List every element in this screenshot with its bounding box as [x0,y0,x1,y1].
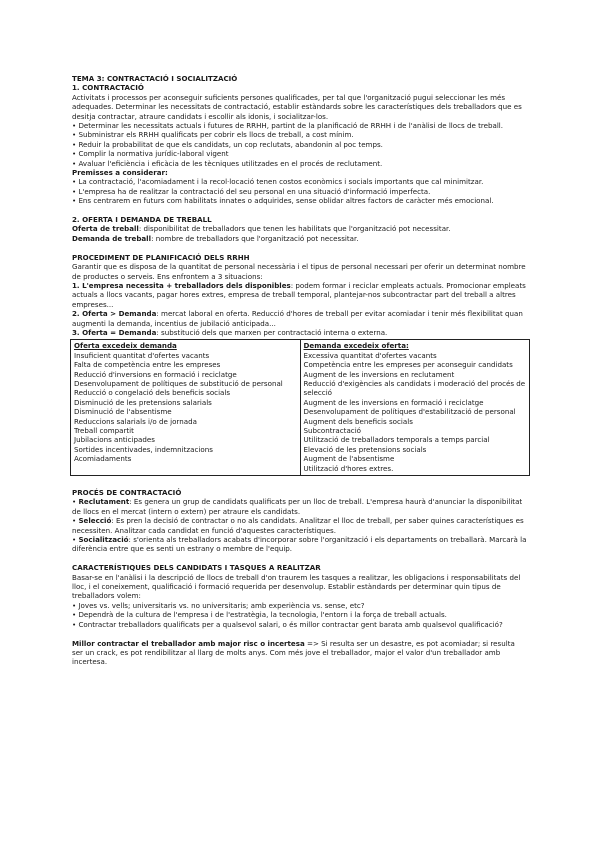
demanda-definition [72,234,528,243]
caracteristiques-bullet: • Contractar treballadors qualificats per a qualsevol salari, o és millor contractar gent barata amb qualsevol qualificació? [72,619,503,629]
demanda-term: Demanda de treball [72,233,152,243]
left-item: Disminució de les pretensions salarials [74,397,212,407]
socialitzacio-item: • Socialització: s'orienta als treballadors acabats d'incorporar sobre l'organització i els departaments on treballarà. Marcarà la diferència entre que es senti un estrany o membre de l'equip. [72,535,527,554]
conclusion-text: => Si resulta ser un desastre, es pot acomiadar; si resulta ser un crack, es pot rendibilitzar al llarg de molts anys. Com més jove el treballador, major el valor d'un treballador amb incertesa. [72,638,515,667]
right-item: Utilització de treballadors temporals a temps parcial [303,435,490,445]
oferta-term: Oferta de treball [72,224,139,234]
section-caracteristiques-heading: CARACTERÍSTIQUES DELS CANDIDATS I TASQUES A REALITZAR [72,563,321,573]
document-title: TEMA 3: CONTRACTACIÓ I SOCIALITZACIÓ [72,74,238,83]
oferta-definition [72,224,528,233]
left-item: Jubilacions anticipades [74,435,155,445]
situation-1-term: 1. L'empresa necessita + treballadors dels disponibles [72,280,291,290]
oferta-excedeix-column [71,340,301,476]
right-item: Reducció d'exigències als candidats i moderació del procés de selecció [303,378,526,398]
right-item: Elevació de les pretensions socials [303,444,427,454]
situation-3-text: : substitució dels que marxen per contractació interna o externa. [156,327,388,337]
premise-item: • La contractació, l'acomiadament i la recol·locació tenen costos econòmics i socials importants que cal minimitzar. [72,177,484,187]
right-item: Utilització d'hores extres. [303,463,394,473]
section-planificacio-heading: PROCEDIMENT DE PLANIFICACIÓ DELS RRHH [72,252,250,262]
right-item: Excessiva quantitat d'ofertes vacants [303,350,437,360]
seleccio-term: Selecció [78,516,112,526]
premise-item: • L'empresa ha de realitzar la contractació del seu personal en una situació d'informació imperfecta. [72,186,431,196]
document-page [72,74,528,667]
section-contractacio-heading: 1. CONTRACTACIÓ [72,83,144,93]
right-item: Augment de l'absentisme [303,454,395,464]
situation-3 [72,328,528,337]
contractacio-bullet: • Reduir la probabilitat de que els candidats, un cop reclutats, abandonin al poc temps. [72,139,383,149]
left-item: Reducció o congelació dels beneficis socials [74,388,231,398]
socialitzacio-text: : s'orienta als treballadors acabats d'incorporar sobre l'organització i els departaments on treballarà. Marcarà la diferència entre que es senti un estrany o membre de l'equip. [72,535,527,554]
right-item: Competència entre les empreses per aconseguir candidats [303,360,513,370]
section-oferta-demanda-heading: 2. OFERTA I DEMANDA DE TREBALL [72,215,212,225]
caracteristiques-intro: Basar-se en l'anàlisi i la descripció de llocs de treball d'on traurem les tasques a realitzar, les obligacions i responsabilitats del lloc, i el coneixement, qualificació i formació requerida per desenvolup. Establir estàndards per determinar quin tipus de treballadors volem: [72,572,521,601]
situation-3-term: 3. Oferta = Demanda [72,327,157,337]
seleccio-item: • Selecció: Es pren la decisió de contractar o no als candidats. Analitzar el lloc de treball, per saber quines característiques es necessiten. Analitzar cada candidat en funció d'aquestes característiques. [72,516,524,535]
contractacio-bullet: • Complir la normativa jurídic-laboral vigent [72,149,229,159]
right-item: Augment de les inversions en formació i reciclatge [303,397,484,407]
left-item: Treball compartit [74,426,134,435]
demanda-text: : nombre de treballadors que l'organització pot necessitar. [151,233,359,243]
right-item: Desenvolupament de polítiques d'estabilització de personal [303,407,516,417]
caracteristiques-bullet: • Dependrà de la cultura de l'empresa i de l'estratègia, la tecnologia, l'entorn i la força de treball actuals. [72,610,447,620]
left-item: Acomiadaments [74,454,132,464]
reclutament-text: : Es genera un grup de candidats qualificats per un lloc de treball. L'empresa haurà d'anunciar la disponibilitat de llocs en el mercat (intern o extern) per atraure els candidats. [72,497,523,516]
situation-2-term: 2. Oferta > Demanda [72,309,157,319]
right-item: Subcontractació [303,426,362,435]
situation-2-text: : mercat laboral en oferta. Reducció d'hores de treball per evitar acomiadar i tenir més flexibilitat quan augmenti la demanda, incentius de jubilació anticipada... [72,309,523,328]
offer-demand-table [70,339,530,476]
left-item: Insuficient quantitat d'ofertes vacants [74,350,210,360]
left-item: Desenvolupament de polítiques de substitució de personal [74,378,283,388]
left-item: Reducció d'inversions en formació i reciclatge [74,369,237,379]
contractacio-bullet: • Subministrar els RRHH qualificats per cobrir els llocs de treball, a cost mínim. [72,130,354,140]
premises-heading: Premisses a considerar: [72,168,168,178]
contractacio-bullet: • Determinar les necessitats actuals i futures de RRHH, partint de la planificació de RRHH i de l'anàlisi de llocs de treball. [72,121,504,131]
contractacio-intro: Activitats i processos per aconseguir suficients persones qualificades, per tal que l'organització pugui seleccionar les més adequades. Determinar les necessitats de contractació, establir estàndards sobre les característiques dels treballadors que es desitja contractar, atraure candidats i escollir als idonis, i socialitzar-los. [72,92,522,121]
left-item: Disminució de l'absentisme [74,407,172,417]
planificacio-intro: Garantir que es disposa de la quantitat de personal necessària i el tipus de personal necessari per oferir un determinat nombre de productes o serveis. Ens enfrontem a 3 situacions: [72,262,526,281]
left-item: Sortides incentivades, indemnitzacions [74,444,213,454]
reclutament-item: • Reclutament: Es genera un grup de candidats qualificats per un lloc de treball. L'empresa haurà d'anunciar la disponibilitat de llocs en el mercat (intern o extern) per atraure els candidats. [72,497,523,516]
conclusion-paragraph [72,639,528,667]
oferta-text: : disponibilitat de treballadors que tenen les habilitats que l'organització pot necessitar. [138,224,451,234]
demanda-excedeix-title: Demanda excedeix oferta: [303,341,409,351]
reclutament-term: Reclutament [78,497,130,507]
seleccio-text: : Es pren la decisió de contractar o no als candidats. Analitzar el lloc de treball, per saber quines característiques es necessiten. Analitzar cada candidat en funció d'aquestes característiques. [72,516,524,535]
situation-1 [72,281,528,309]
demanda-excedeix-column [300,340,530,476]
right-item: Augment dels beneficis socials [303,416,413,426]
premise-item: • Ens centrarem en futurs com habilitats innates o adquirides, sense oblidar altres factors de caràcter més emocional. [72,196,494,206]
left-item: Reduccions salarials i/o de jornada [74,416,197,426]
situation-1-text: : podem formar i reciclar empleats actuals. Promocionar empleats actuals a llocs vacants, pagar hores extres, empresa de treball temporal, plantejar-nos subcontractar part del treball a altres empreses... [72,280,526,309]
section-proces-heading: PROCÉS DE CONTRACTACIÓ [72,488,182,498]
contractacio-bullet: • Avaluar l'eficiència i eficàcia de les tècniques utilitzades en el procés de reclutament. [72,158,383,168]
caracteristiques-bullet: • Joves vs. vells; universitaris vs. no universitaris; amb experiència vs. sense, etc? [72,600,365,610]
conclusion-term: Millor contractar el treballador amb major risc o incertesa [72,638,305,648]
left-item: Falta de competència entre les empreses [74,360,221,370]
situation-2 [72,309,528,328]
right-item: Augment de les inversions en reclutament [303,369,455,379]
socialitzacio-term: Socialització [78,535,129,545]
oferta-excedeix-title: Oferta excedeix demanda [74,341,177,351]
